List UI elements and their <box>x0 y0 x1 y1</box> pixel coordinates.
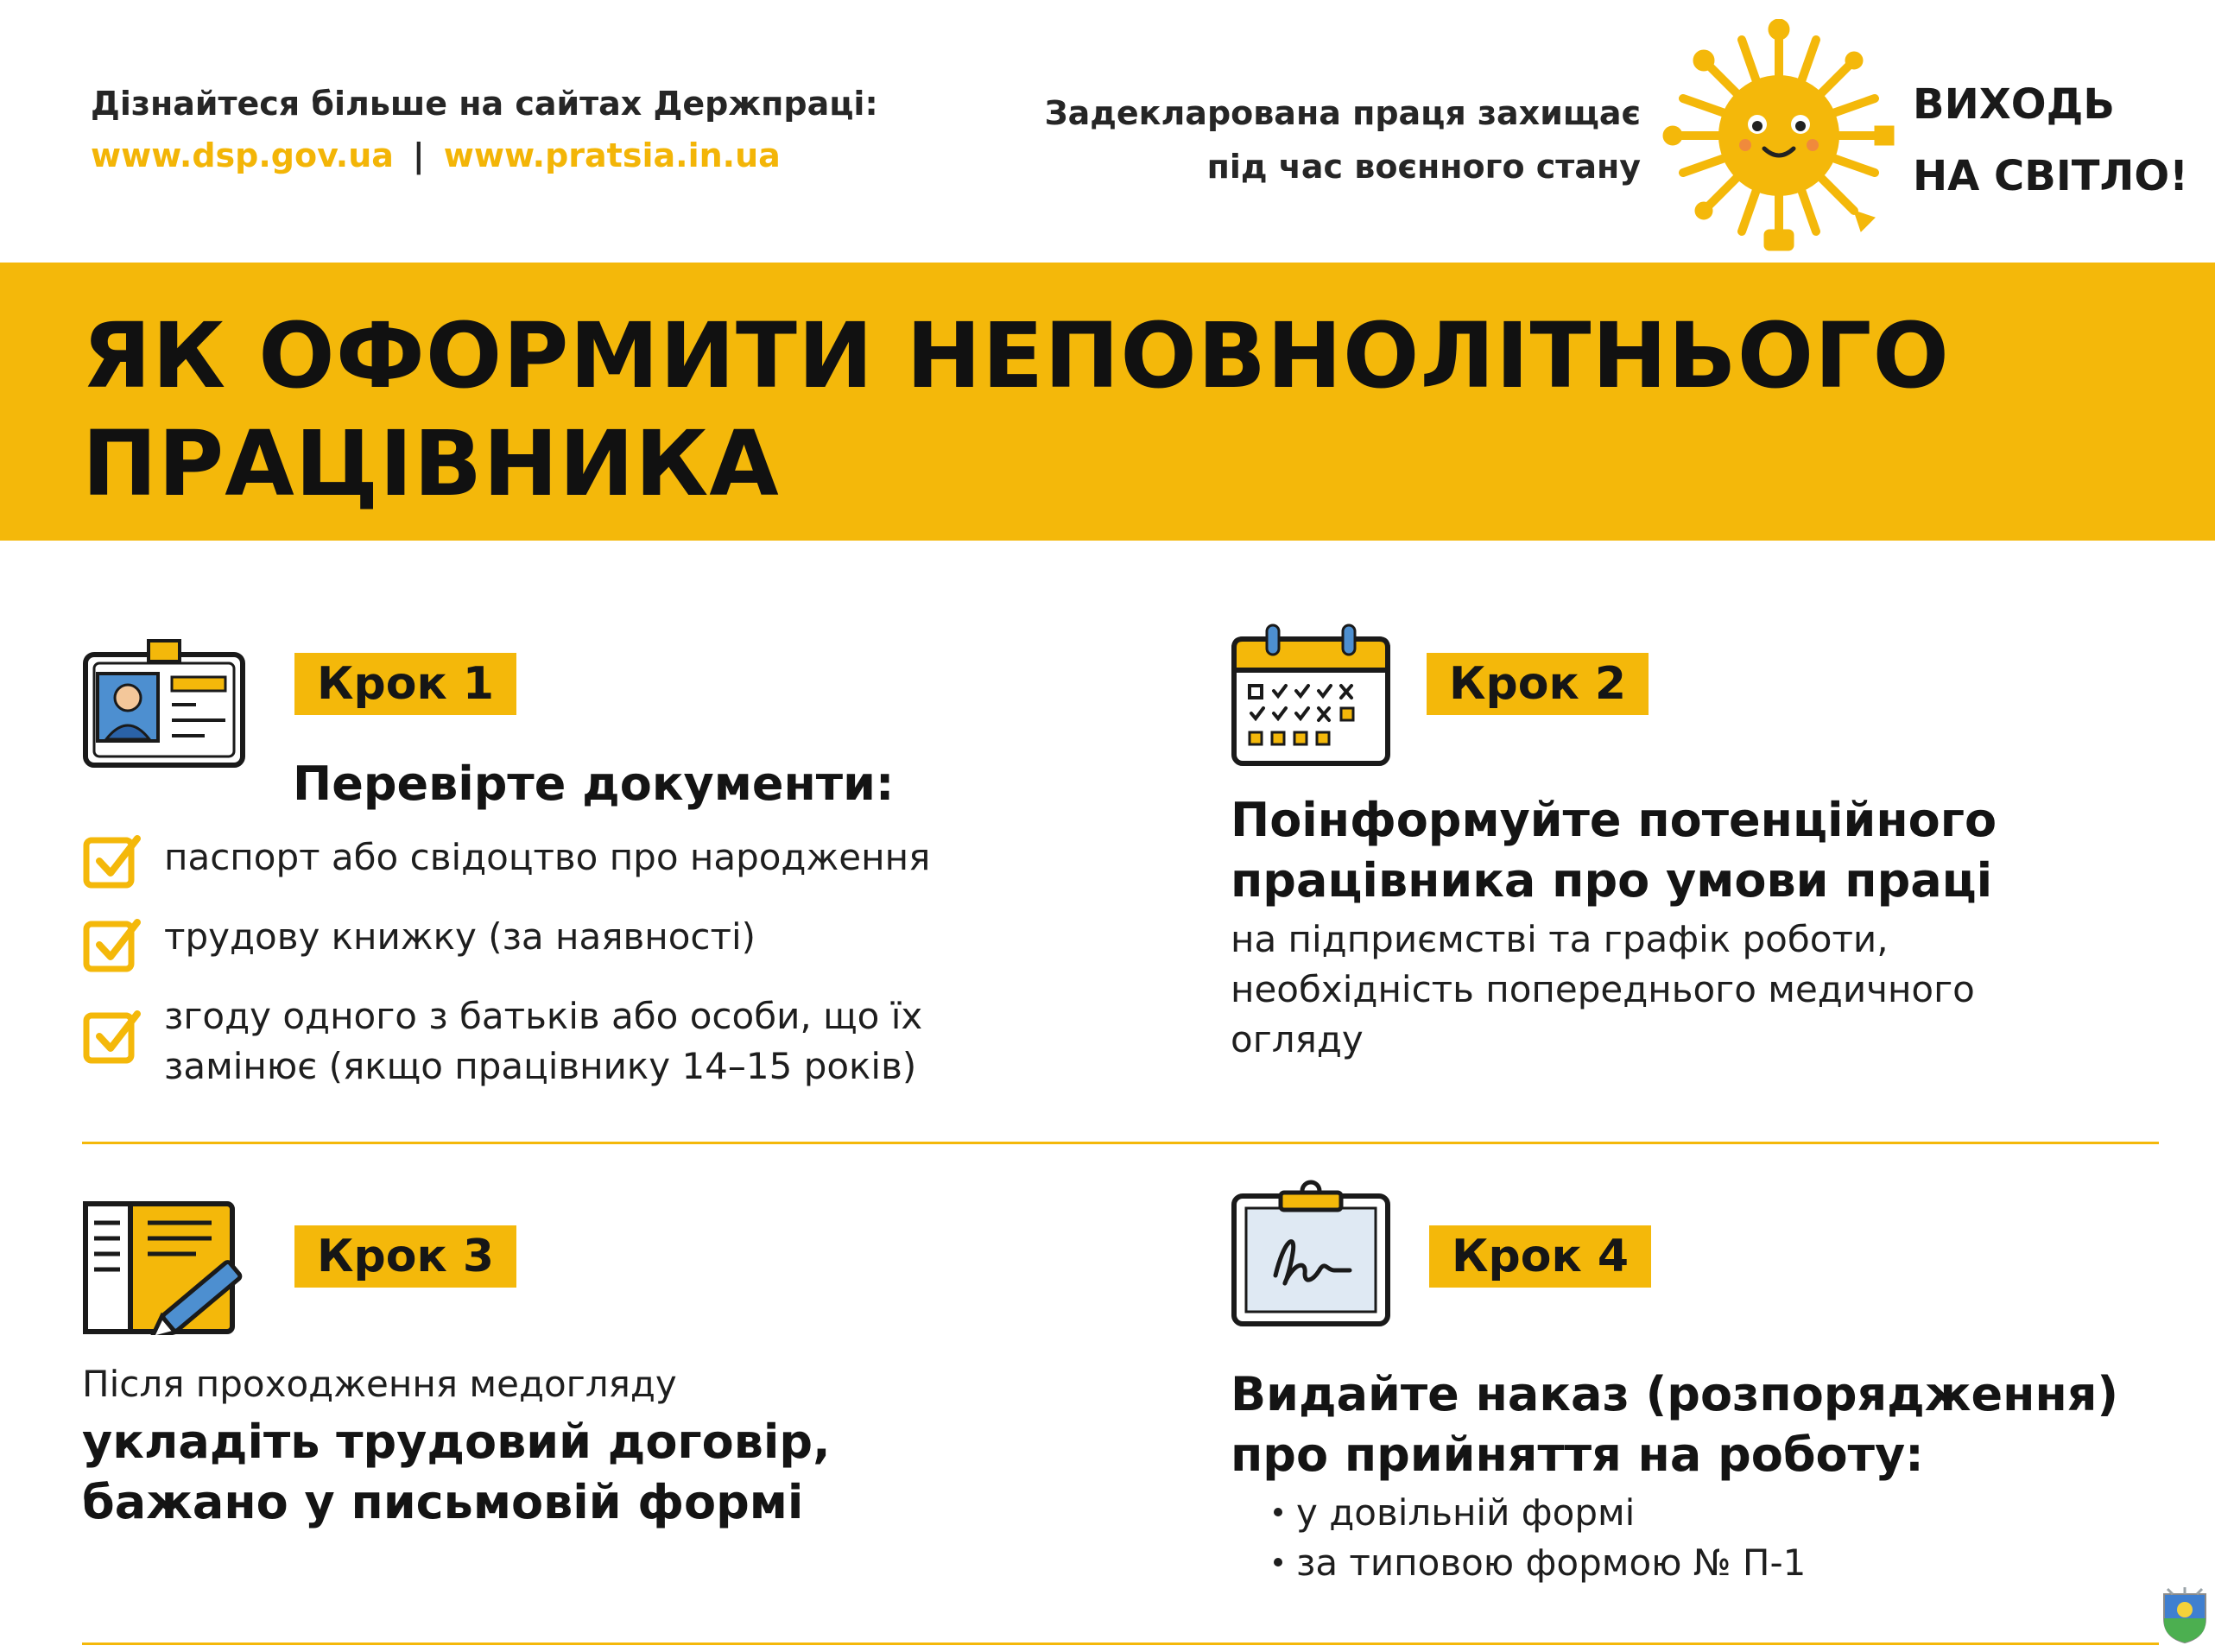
campaign-line-1: ВИХОДЬ <box>1913 80 2115 129</box>
step-3-heading-line-1: укладіть трудовий договір, <box>82 1415 831 1469</box>
learn-more-text: Дізнайтеся більше на сайтах Держпраці: <box>91 85 878 123</box>
divider <box>82 1643 2159 1645</box>
step-4-badge: Крок 4 <box>1429 1225 1651 1288</box>
slogan <box>1045 86 1641 193</box>
step-1-item-1: паспорт або свідоцтво про народження <box>164 836 931 878</box>
link-separator: | <box>412 136 425 174</box>
step-1-heading: Перевірте документи: <box>293 756 895 811</box>
step-2-body-line-3: огляду <box>1231 1018 1364 1060</box>
calendar-icon <box>1231 623 1391 767</box>
signed-clipboard-icon <box>1231 1179 1391 1327</box>
step-2-heading-line-2: працівника про умови праці <box>1231 853 1993 908</box>
step-4-heading-line-1: Видайте наказ (розпорядження) <box>1231 1367 2119 1421</box>
step-4-heading-line-2: про прийняття на роботу: <box>1231 1427 1924 1482</box>
step-2-badge: Крок 2 <box>1427 653 1649 715</box>
title-line-2: ПРАЦІВНИКА <box>82 411 780 516</box>
notebook-pen-icon <box>82 1200 255 1335</box>
checkbox-icon <box>82 832 142 892</box>
bullet-dot <box>1274 1508 1282 1516</box>
step-1-item-2: трудову книжку (за наявності) <box>164 915 756 958</box>
campaign-line-2: НА СВІТЛО! <box>1913 152 2189 200</box>
step-1-badge: Крок 1 <box>294 653 516 715</box>
link-pratsia[interactable]: www.pratsia.in.ua <box>443 136 781 174</box>
campaign-slogan <box>1913 69 2188 212</box>
slogan-line-2: під час воєнного стану <box>1206 148 1641 186</box>
title-line-1: ЯК ОФОРМИТИ НЕПОВНОЛІТНЬОГО <box>82 303 1950 408</box>
step-3-intro: Після проходження медогляду <box>82 1363 677 1405</box>
divider <box>82 1142 2159 1144</box>
id-card-icon <box>82 639 246 769</box>
step-3-heading-line-2: бажано у письмовій формі <box>82 1475 804 1529</box>
step-2-body-line-2: необхідність попереднього медичного <box>1231 968 1975 1010</box>
step-2-body-line-1: на підприємстві та графік роботи, <box>1231 918 1889 960</box>
step-2-heading-line-1: Поінформуйте потенційного <box>1231 793 1997 847</box>
step-4-bullet-2 <box>1274 1538 1806 1588</box>
step-3-badge: Крок 3 <box>294 1225 516 1288</box>
checkbox-icon <box>82 915 142 976</box>
checkbox-icon <box>82 1007 142 1067</box>
header-links <box>91 136 781 174</box>
link-dsp[interactable]: www.dsp.gov.ua <box>91 136 394 174</box>
city-emblem-icon <box>2161 1587 2209 1644</box>
step-4-bullet-1-text: у довільній формі <box>1296 1491 1636 1534</box>
bullet-dot <box>1274 1558 1282 1567</box>
sun-mascot-icon <box>1662 19 1895 252</box>
step-4-bullet-2-text: за типовою формою № П-1 <box>1296 1541 1807 1584</box>
step-1-item-3-line-2: замінює (якщо працівнику 14–15 років) <box>164 1045 917 1087</box>
slogan-line-1: Задекларована праця захищає <box>1044 94 1641 132</box>
step-4-bullet-1 <box>1274 1488 1635 1538</box>
page-title <box>82 302 1950 518</box>
step-1-item-3-line-1: згоду одного з батьків або особи, що їх <box>164 995 923 1037</box>
